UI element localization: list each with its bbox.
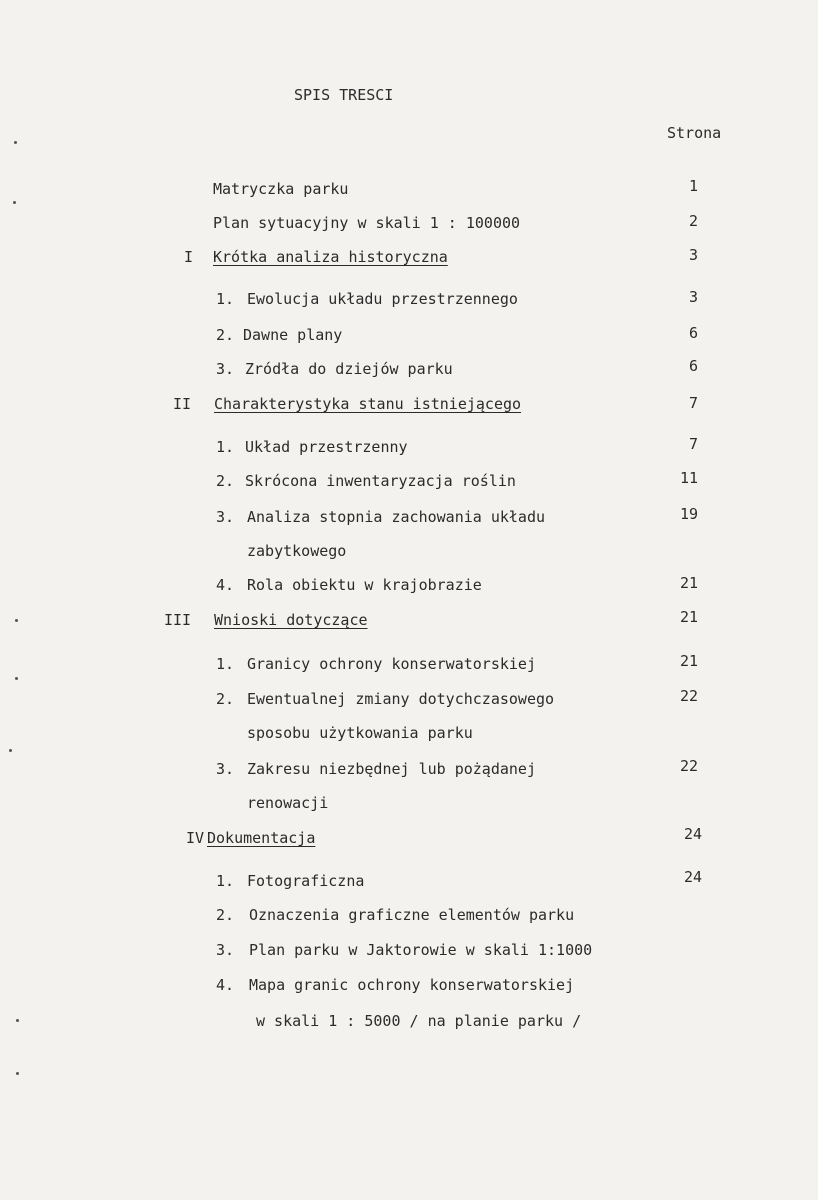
section-numeral: I bbox=[184, 248, 194, 266]
item-number: 4. bbox=[216, 976, 235, 994]
scan-mark bbox=[15, 677, 18, 680]
section-title: Krótka analiza historyczna bbox=[213, 248, 448, 266]
toc-entry-page: 2 bbox=[688, 212, 698, 230]
section-numeral: III bbox=[164, 611, 192, 629]
section-title: Wnioski dotyczące bbox=[214, 611, 368, 629]
item-number: 3. bbox=[216, 360, 235, 378]
section-numeral: IV bbox=[186, 829, 205, 847]
item-text-continuation: renowacji bbox=[247, 794, 329, 812]
item-page: 11 bbox=[679, 469, 698, 487]
item-page: 6 bbox=[688, 324, 698, 342]
item-text: Rola obiektu w krajobrazie bbox=[247, 576, 482, 594]
scan-mark bbox=[16, 1019, 19, 1022]
item-text: Układ przestrzenny bbox=[245, 438, 408, 456]
page-title: SPIS TRESCI bbox=[294, 86, 394, 104]
toc-entry-text: Matryczka parku bbox=[213, 180, 349, 198]
section-page: 21 bbox=[679, 608, 698, 626]
item-number: 2. bbox=[216, 326, 235, 344]
item-text: Mapa granic ochrony konserwatorskiej bbox=[249, 976, 575, 994]
item-text: Skrócona inwentaryzacja roślin bbox=[245, 472, 516, 490]
page-column-header: Strona bbox=[667, 124, 722, 142]
item-number: 2. bbox=[216, 472, 235, 490]
section-page: 24 bbox=[683, 825, 702, 843]
item-page: 22 bbox=[679, 687, 698, 705]
item-page: 21 bbox=[679, 574, 698, 592]
item-text-continuation: zabytkowego bbox=[247, 542, 347, 560]
section-title: Dokumentacja bbox=[207, 829, 316, 847]
item-page: 21 bbox=[679, 652, 698, 670]
section-title: Charakterystyka stanu istniejącego bbox=[214, 395, 522, 413]
scan-mark bbox=[9, 749, 12, 752]
item-page: 19 bbox=[679, 505, 698, 523]
scan-mark bbox=[15, 619, 18, 622]
item-text: Zródła do dziejów parku bbox=[245, 360, 453, 378]
item-number: 1. bbox=[216, 872, 235, 890]
item-number: 4. bbox=[216, 576, 235, 594]
item-text: Analiza stopnia zachowania układu bbox=[247, 508, 546, 526]
item-page: 22 bbox=[679, 757, 698, 775]
item-number: 1. bbox=[216, 290, 235, 308]
item-text: Dawne plany bbox=[243, 326, 343, 344]
item-number: 1. bbox=[216, 438, 235, 456]
toc-entry-text: Plan sytuacyjny w skali 1 : 100000 bbox=[213, 214, 521, 232]
toc-entry-page: 1 bbox=[688, 177, 698, 195]
item-number: 3. bbox=[216, 760, 235, 778]
item-page: 6 bbox=[688, 357, 698, 375]
item-text: Ewentualnej zmiany dotychczasowego bbox=[247, 690, 555, 708]
item-text: Granicy ochrony konserwatorskiej bbox=[247, 655, 536, 673]
scan-mark bbox=[16, 1072, 19, 1075]
item-text: Ewolucja układu przestrzennego bbox=[247, 290, 518, 308]
item-number: 2. bbox=[216, 690, 235, 708]
item-text: Zakresu niezbędnej lub pożądanej bbox=[247, 760, 536, 778]
item-text-continuation: w skali 1 : 5000 / na planie parku / bbox=[256, 1012, 582, 1030]
section-page: 7 bbox=[688, 394, 698, 412]
item-page: 3 bbox=[688, 288, 698, 306]
item-text: Oznaczenia graficzne elementów parku bbox=[249, 906, 575, 924]
item-number: 1. bbox=[216, 655, 235, 673]
item-text: Plan parku w Jaktorowie w skali 1:1000 bbox=[249, 941, 593, 959]
item-number: 2. bbox=[216, 906, 235, 924]
item-text: Fotograficzna bbox=[247, 872, 365, 890]
section-page: 3 bbox=[688, 246, 698, 264]
scan-mark bbox=[14, 141, 17, 144]
item-number: 3. bbox=[216, 508, 235, 526]
scan-mark bbox=[13, 201, 16, 204]
item-text-continuation: sposobu użytkowania parku bbox=[247, 724, 473, 742]
section-numeral: II bbox=[173, 395, 192, 413]
item-page: 7 bbox=[688, 435, 698, 453]
item-number: 3. bbox=[216, 941, 235, 959]
item-page: 24 bbox=[683, 868, 702, 886]
